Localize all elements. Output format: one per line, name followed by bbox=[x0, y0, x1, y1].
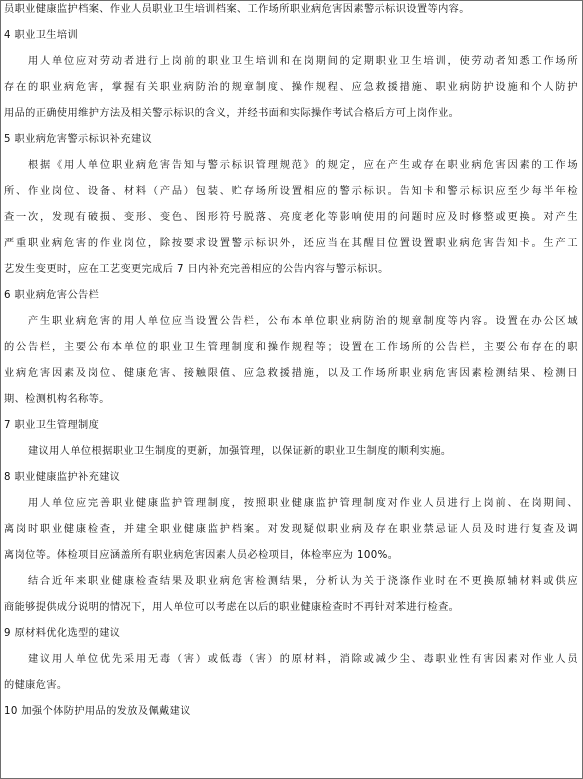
paragraph-line: 用人单位应完善职业健康监护管理制度，按照职业健康监护管理制度对作业人员进行上岗前、在岗期间、 bbox=[28, 498, 578, 509]
section-heading-7: 7 职业卫生管理制度 bbox=[4, 420, 100, 431]
paragraph-line: 商能够提供成分说明的情况下，用人单位可以考虑在以后的职业健康检查时不再针对苯进行检查。 bbox=[4, 602, 460, 613]
paragraph-line: 根据《用人单位职业病危害告知与警示标识管理规范》的规定，应在产生或存在职业病危害因素的工作场 bbox=[28, 160, 578, 171]
paragraph-line: 离岗时职业健康检查，并建全职业健康监护档案。对发现疑似职业病及存在职业禁忌证人员及时进行复查及调 bbox=[4, 524, 578, 535]
section-heading-9: 9 原材料优化选型的建议 bbox=[4, 628, 121, 639]
paragraph-line: 存在的职业病危害，掌握有关职业病防治的规章制度、操作规程、应急救援措施、职业病防护设施和个人防护 bbox=[4, 82, 578, 93]
paragraph-line: 的健康危害。 bbox=[4, 680, 68, 691]
paragraph-line: 结合近年来职业健康检查结果及职业病危害检测结果，分析认为关于浇涤作业时在不更换原辅材料或供应 bbox=[28, 576, 578, 587]
paragraph-line: 查一次，发现有破损、变形、变色、图形符号脱落、亮度老化等影响使用的问题时应及时修整或更换。对产生 bbox=[4, 212, 578, 223]
paragraph-line: 的公告栏，主要公布本单位的职业卫生管理制度和操作规程等；设置在工作场所的公告栏，主要公布存在的职 bbox=[4, 342, 578, 353]
section-heading-10: 10 加强个体防护用品的发放及佩戴建议 bbox=[4, 706, 191, 717]
paragraph-line: 建议用人单位优先采用无毒（害）或低毒（害）的原材料，消除或减少尘、毒职业性有害因素对作业人员 bbox=[28, 654, 578, 665]
paragraph-line: 期、检测机构名称等。 bbox=[4, 394, 110, 405]
section-heading-8: 8 职业健康监护补充建议 bbox=[4, 472, 121, 483]
paragraph-line: 产生职业病危害的用人单位应当设置公告栏，公布本单位职业病防治的规章制度等内容。设置在办公区域 bbox=[28, 316, 578, 327]
paragraph-line: 严重职业病危害的作业岗位，除按要求设置警示标识外，还应当在其醒目位置设置职业病危害告知卡。生产工 bbox=[4, 238, 578, 249]
section-heading-6: 6 职业病危害公告栏 bbox=[4, 290, 100, 301]
paragraph-line: 离岗位等。体检项目应涵盖所有职业病危害因素人员必检项目，体检率应为 100%。 bbox=[4, 550, 399, 561]
paragraph-line: 艺发生变更时，应在工艺变更完成后 7 日内补充完善相应的公告内容与警示标识。 bbox=[4, 264, 389, 275]
paragraph-line: 所、作业岗位、设备、材料（产品）包装、贮存场所设置相应的警示标识。告知卡和警示标识应至少每半年检 bbox=[4, 186, 578, 197]
paragraph-line: 建议用人单位根据职业卫生制度的更新，加强管理，以保证新的职业卫生制度的顺利实施。 bbox=[28, 446, 452, 457]
section-heading-4: 4 职业卫生培训 bbox=[4, 30, 79, 41]
section-heading-5: 5 职业病危害警示标识补充建议 bbox=[4, 134, 153, 145]
paragraph-line: 用人单位应对劳动者进行上岗前的职业卫生培训和在岗期间的定期职业卫生培训，使劳动者知悉工作场所 bbox=[28, 56, 578, 67]
document-body bbox=[4, 1, 578, 778]
paragraph-line: 业病危害因素及岗位、健康危害、接触限值、应急救援措施，以及工作场所职业病危害因素检测结果、检测日 bbox=[4, 368, 578, 379]
paragraph-line: 用品的正确使用维护方法及相关警示标识的含义，并经书面和实际操作考试合格后方可上岗作业。 bbox=[4, 108, 460, 119]
paragraph-line: 员职业健康监护档案、作业人员职业卫生培训档案、工作场所职业病危害因素警示标识设置等内容。 bbox=[4, 4, 470, 15]
